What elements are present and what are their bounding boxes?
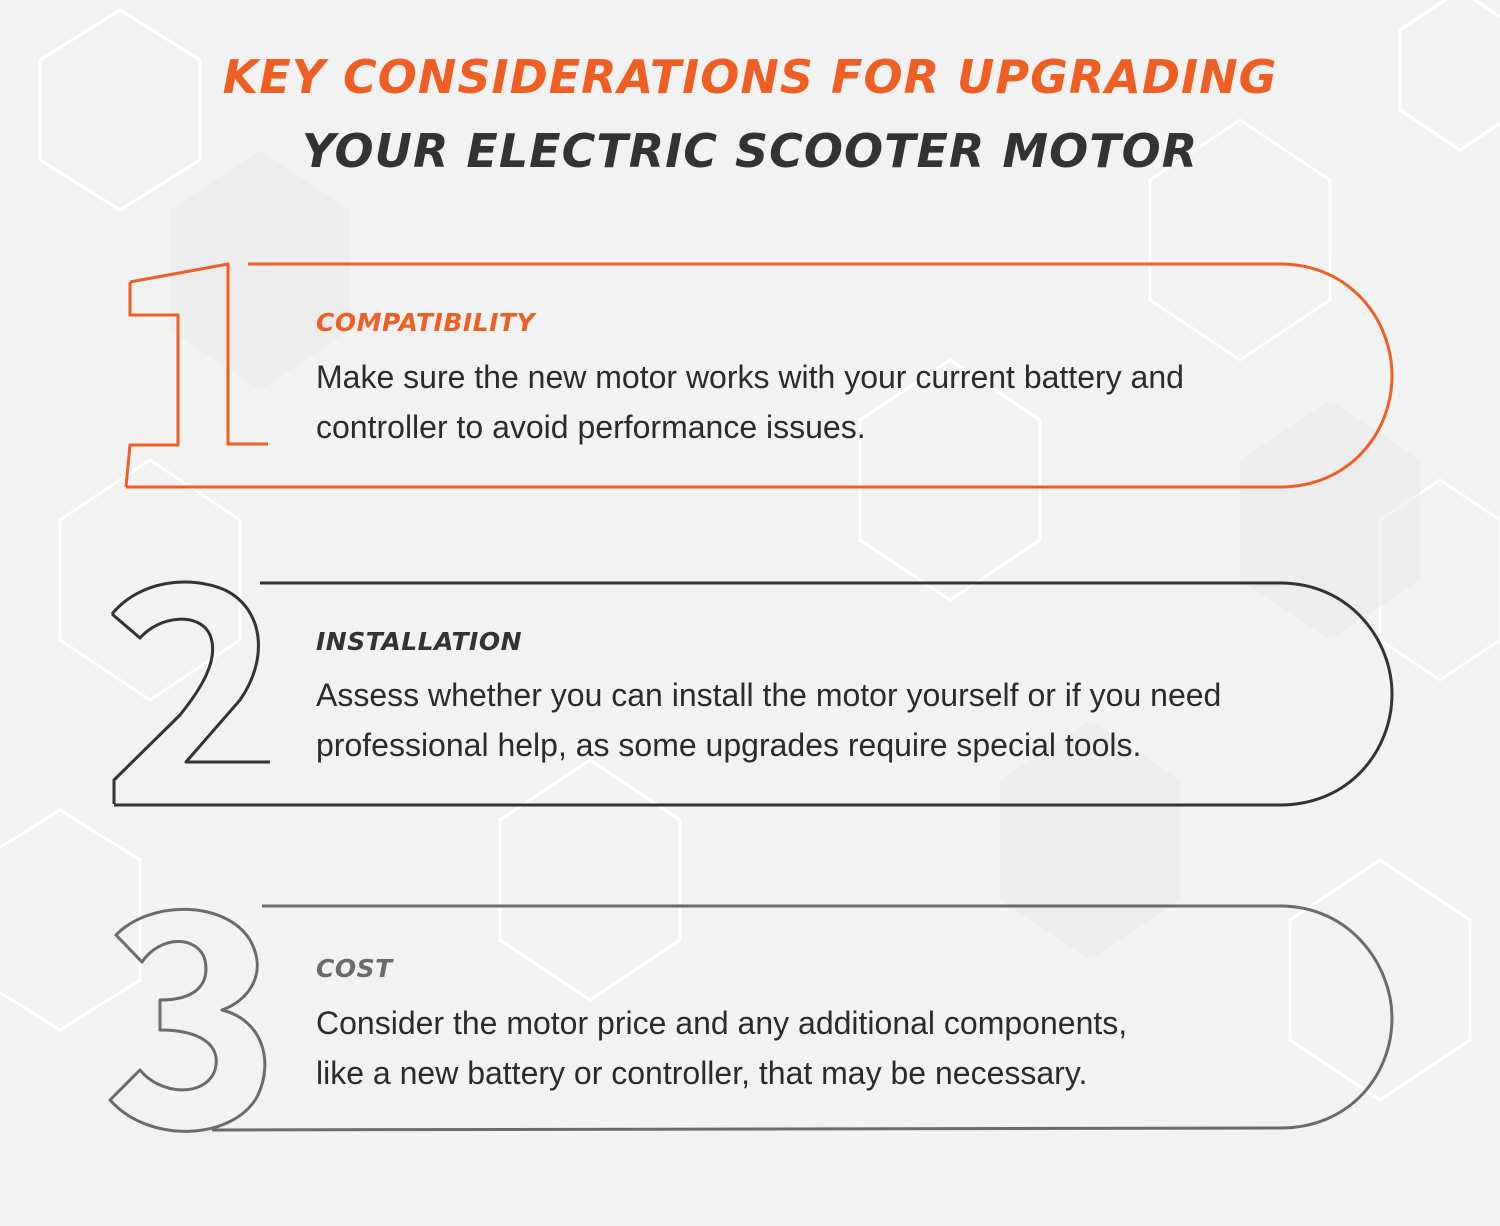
title-line-1: KEY CONSIDERATIONS FOR UPGRADING xyxy=(222,50,1278,104)
card-1-body-line-1: Make sure the new motor works with your current battery and xyxy=(316,359,1184,395)
card-3-heading: COST xyxy=(316,954,393,983)
title-line-2: YOUR ELECTRIC SCOOTER MOTOR xyxy=(301,124,1199,178)
card-2-heading: INSTALLATION xyxy=(316,627,523,656)
card-1-body-line-2: controller to avoid performance issues. xyxy=(316,409,866,445)
card-3-body-line-2: like a new battery or controller, that may be necessary. xyxy=(316,1055,1088,1091)
card-2-body-line-1: Assess whether you can install the motor yourself or if you need xyxy=(316,677,1222,713)
number-3-glyph xyxy=(110,909,265,1131)
card-1-heading: COMPATIBILITY xyxy=(316,308,536,337)
card-3-body-line-1: Consider the motor price and any additional components, xyxy=(316,1005,1128,1041)
card-3-body xyxy=(316,998,1356,1098)
card-2-body-line-2: professional help, as some upgrades require special tools. xyxy=(316,727,1142,763)
